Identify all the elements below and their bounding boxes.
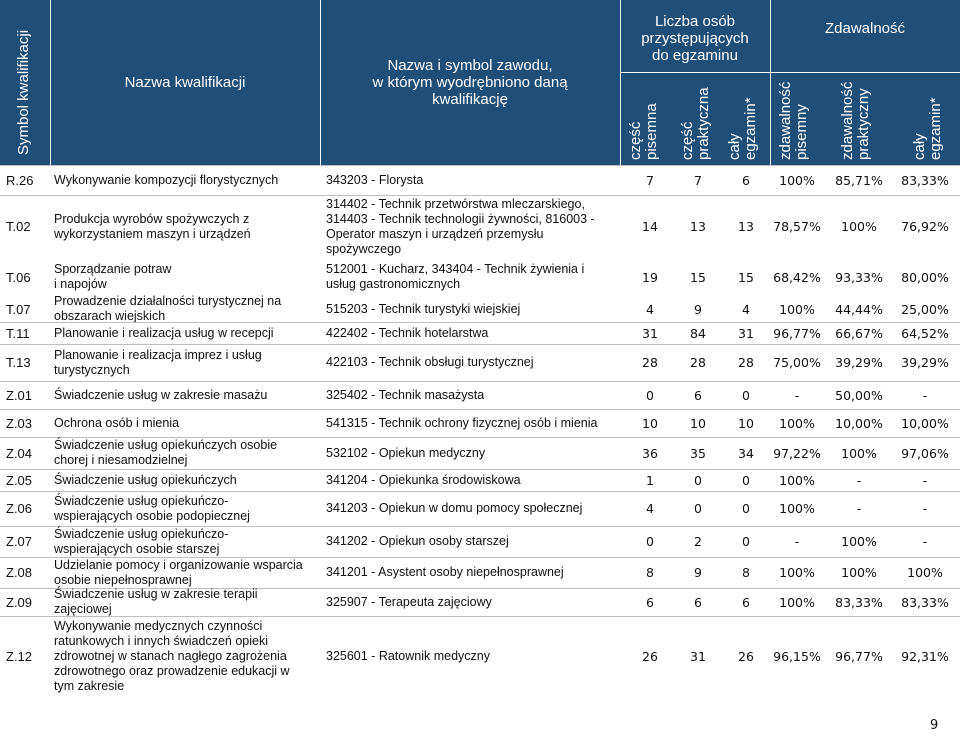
value-cell: 15 <box>690 269 706 285</box>
value-cell: 0 <box>742 501 750 516</box>
value-cell: 97,06% <box>901 445 949 461</box>
value-cell: 92,31% <box>901 648 949 664</box>
value-cell: 6 <box>742 172 750 188</box>
value-cell: 28 <box>642 355 658 370</box>
profession-name: 422103 - Technik obsługi turystycznej <box>326 355 534 369</box>
value-cell: 1 <box>646 472 654 488</box>
qualification-name: Planowanie i realizacja usług w recepcji <box>54 325 274 340</box>
value-cell: 31 <box>690 648 706 664</box>
value-cell: - <box>922 501 928 516</box>
profession-name: 325907 - Terapeuta zajęciowy <box>326 594 492 609</box>
header-sub-written: część pisemna <box>627 103 660 160</box>
value-cell: 28 <box>738 355 754 370</box>
value-cell: 83,33% <box>901 594 949 610</box>
qualification-code: Z.12 <box>6 648 33 664</box>
header-name: Nazwa kwalifikacji <box>124 74 246 91</box>
value-cell: 50,00% <box>835 387 883 403</box>
value-cell: 10,00% <box>835 415 883 431</box>
profession-name: 515203 - Technik turystyki wiejskiej <box>326 301 521 316</box>
value-cell: 13 <box>738 219 754 234</box>
value-cell: 6 <box>646 594 654 610</box>
value-cell: 83,33% <box>835 594 883 610</box>
qualification-name: Świadczenie usług opiekuńczo- wspierających osobie podopiecznej <box>54 493 250 523</box>
header-profession: Nazwa i symbol zawodu, w którym wyodrębniono daną kwalifikację <box>372 57 568 108</box>
value-cell: 100% <box>779 565 815 580</box>
value-cell: - <box>856 501 862 516</box>
profession-name: 341202 - Opiekun osoby starszej <box>326 534 509 548</box>
value-cell: 100% <box>841 445 877 461</box>
value-cell: 31 <box>738 325 754 341</box>
value-cell: 34 <box>738 445 754 461</box>
value-cell: 97,22% <box>773 445 821 461</box>
value-cell: 0 <box>694 501 702 516</box>
profession-name: 343203 - Florysta <box>326 172 424 187</box>
header-symbol: Symbol kwalifikacji <box>15 29 32 155</box>
value-cell: 19 <box>642 269 658 285</box>
value-cell: 39,29% <box>835 355 883 370</box>
value-cell: 15 <box>738 269 754 285</box>
value-cell: 78,57% <box>773 219 821 234</box>
value-cell: 8 <box>742 565 750 580</box>
qualification-code: Z.05 <box>6 472 33 488</box>
profession-name: 325402 - Technik masażysta <box>326 387 485 402</box>
value-cell: 14 <box>642 219 658 234</box>
value-cell: - <box>794 387 800 403</box>
qualification-code: Z.04 <box>6 445 33 461</box>
qualification-name: Świadczenie usług opiekuńczych osobie chorej i niesamodzielnej <box>54 438 278 467</box>
value-cell: 0 <box>742 534 750 549</box>
value-cell: 31 <box>642 325 658 341</box>
profession-name: 532102 - Opiekun medyczny <box>326 445 486 460</box>
qualification-name: Wykonywanie kompozycji florystycznych <box>54 172 279 187</box>
header-sub-whole: cały egzamin* <box>726 97 759 160</box>
value-cell: 0 <box>646 387 654 403</box>
value-cell: 0 <box>694 472 702 488</box>
qualification-name: Świadczenie usług w zakresie terapii zajęciowej <box>54 587 258 616</box>
qualification-code: Z.01 <box>6 387 33 403</box>
value-cell: 8 <box>646 565 654 580</box>
qualification-code: Z.07 <box>6 534 33 549</box>
table-header <box>0 0 960 165</box>
qualification-name: Produkcja wyrobów spożywczych z wykorzystaniem maszyn i urządzeń <box>54 211 251 241</box>
qualification-name: Świadczenie usług opiekuńczych <box>54 472 237 487</box>
value-cell: 6 <box>742 594 750 610</box>
value-cell: 100% <box>779 172 815 188</box>
qualification-name: Prowadzenie działalności turystycznej na obszarach wiejskich <box>54 294 282 323</box>
header-sub-pass-practical: zdawalność praktyczny <box>839 81 872 160</box>
value-cell: - <box>922 387 928 403</box>
value-cell: 100% <box>779 472 815 488</box>
header-pass-group: Zdawalność <box>824 19 906 37</box>
value-cell: 80,00% <box>901 269 949 285</box>
value-cell: 6 <box>694 594 702 610</box>
profession-name: 541315 - Technik ochrony fizycznej osób i mienia <box>326 415 598 430</box>
qualification-code: T.06 <box>6 269 31 285</box>
qualification-code: T.11 <box>6 325 30 341</box>
qualification-code: Z.09 <box>6 594 33 610</box>
profession-name: 341201 - Asystent osoby niepełnosprawnej <box>326 565 564 579</box>
value-cell: 96,77% <box>773 325 821 341</box>
value-cell: 0 <box>742 472 750 488</box>
qualification-code: Z.06 <box>6 501 33 516</box>
header-count-group: Liczba osób przystępujących do egzaminu <box>641 12 749 64</box>
value-cell: 100% <box>779 415 815 431</box>
value-cell: 36 <box>642 445 658 461</box>
value-cell: 93,33% <box>835 269 883 285</box>
value-cell: 68,42% <box>773 269 821 285</box>
value-cell: 100% <box>779 594 815 610</box>
value-cell: 10,00% <box>901 415 949 431</box>
profession-name: 422402 - Technik hotelarstwa <box>326 325 489 340</box>
qualification-name: Udzielanie pomocy i organizowanie wsparcia osobie niepełnosprawnej <box>54 557 303 587</box>
qualification-name: Świadczenie usług w zakresie masażu <box>54 387 268 402</box>
value-cell: 26 <box>642 648 658 664</box>
qualification-code: T.07 <box>6 301 31 317</box>
value-cell: - <box>922 472 928 488</box>
qualification-code: T.13 <box>6 355 31 370</box>
value-cell: 100% <box>841 565 877 580</box>
value-cell: 4 <box>742 301 750 317</box>
value-cell: 84 <box>690 325 706 341</box>
header-sub-pass-whole: cały egzamin* <box>911 97 944 160</box>
value-cell: 100% <box>779 501 815 516</box>
value-cell: 85,71% <box>835 172 883 188</box>
value-cell: 100% <box>841 534 877 549</box>
header-sub-practical: część praktyczna <box>679 87 712 160</box>
value-cell: 7 <box>694 172 702 188</box>
value-cell: 26 <box>738 648 754 664</box>
value-cell: 10 <box>690 415 706 431</box>
qualification-code: Z.03 <box>6 415 33 431</box>
value-cell: 0 <box>646 534 654 549</box>
profession-name: 341204 - Opiekunka środowiskowa <box>326 472 521 487</box>
value-cell: - <box>794 534 800 549</box>
value-cell: 28 <box>690 355 706 370</box>
qualification-name: Planowanie i realizacja imprez i usług turystycznych <box>54 347 262 377</box>
qualification-code: T.02 <box>6 219 31 234</box>
value-cell: 75,00% <box>773 355 821 370</box>
qualification-code: Z.08 <box>6 565 33 580</box>
header-sub-pass-written: zdawalność pisemny <box>777 81 810 160</box>
value-cell: 7 <box>646 172 654 188</box>
profession-name: 341203 - Opiekun w domu pomocy społecznej <box>326 501 583 515</box>
profession-name: 512001 - Kucharz, 343404 - Technik żywienia i usług gastronomicznych <box>326 262 585 291</box>
value-cell: 44,44% <box>835 301 883 317</box>
profession-name: 325601 - Ratownik medyczny <box>326 648 490 663</box>
value-cell: 96,77% <box>835 648 883 664</box>
value-cell: - <box>922 534 928 549</box>
value-cell: 10 <box>642 415 658 431</box>
value-cell: 100% <box>841 219 877 234</box>
page-number: 9 <box>930 718 939 733</box>
value-cell: 100% <box>907 565 943 580</box>
value-cell: 0 <box>742 387 750 403</box>
value-cell: 4 <box>646 501 654 516</box>
value-cell: 39,29% <box>901 355 949 370</box>
value-cell: 76,92% <box>901 219 949 234</box>
value-cell: 35 <box>690 445 706 461</box>
qualification-name: Ochrona osób i mienia <box>54 415 180 430</box>
qualification-name: Sporządzanie potraw i napojów <box>54 262 172 291</box>
value-cell: 2 <box>694 534 702 549</box>
qualification-code: R.26 <box>6 172 34 188</box>
qualification-name: Wykonywanie medycznych czynności ratunkowych i innych świadczeń opieki zdrowotnej w stanach nagłego zagrożenia zdrowotnego oraz prowadzenie edukacji w tym zakresie <box>54 618 290 693</box>
value-cell: 64,52% <box>901 325 949 341</box>
value-cell: 13 <box>690 219 706 234</box>
value-cell: 25,00% <box>901 301 949 317</box>
value-cell: 83,33% <box>901 172 949 188</box>
value-cell: 6 <box>694 387 702 403</box>
value-cell: - <box>856 472 862 488</box>
profession-name: 314402 - Technik przetwórstwa mleczarskiego, 314403 - Technik technologii żywności, 816003 - Operator maszyn i urządzeń przemysłu spożywczego <box>326 196 595 256</box>
value-cell: 100% <box>779 301 815 317</box>
value-cell: 10 <box>738 415 754 431</box>
value-cell: 9 <box>694 565 702 580</box>
qualification-name: Świadczenie usług opiekuńczo- wspierających osobie starszej <box>54 526 229 556</box>
value-cell: 66,67% <box>835 325 883 341</box>
value-cell: 96,15% <box>773 648 821 664</box>
value-cell: 9 <box>694 301 702 317</box>
value-cell: 4 <box>646 301 654 317</box>
